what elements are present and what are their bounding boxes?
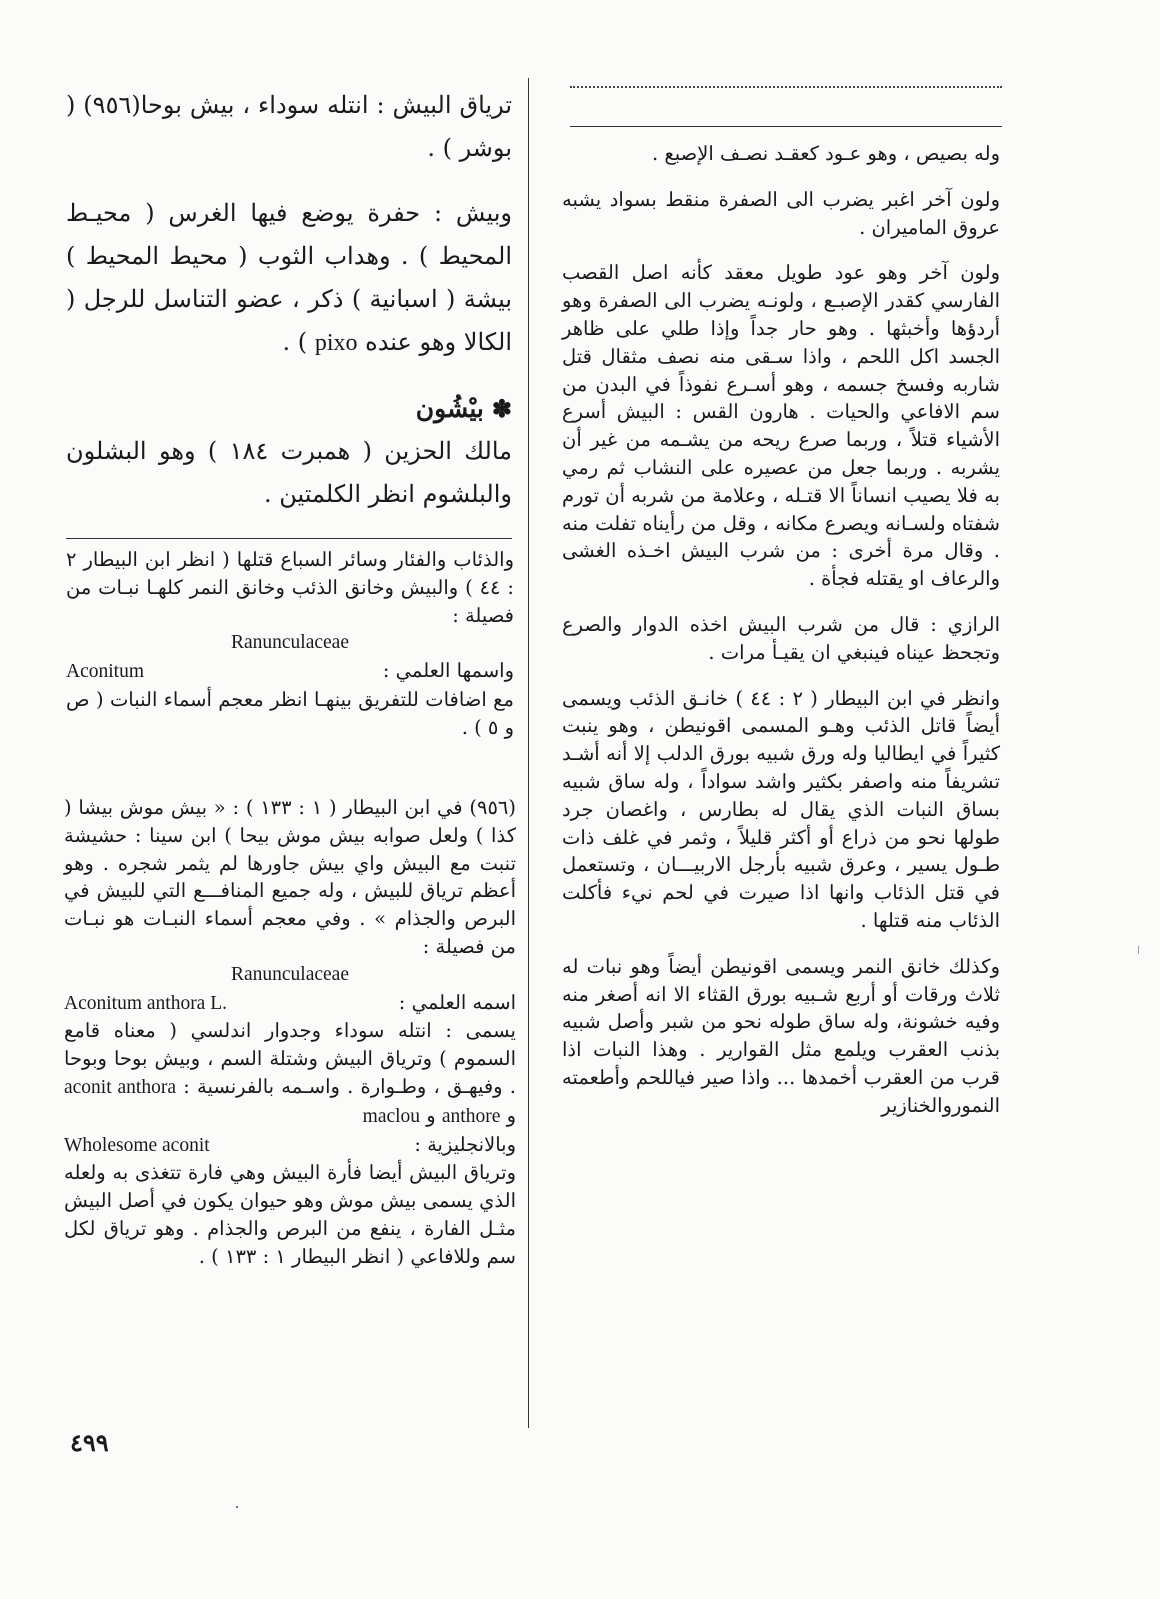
left-paragraph-2-close: ) . [282,328,308,356]
right-paragraph-2: ولون آخر اغبر يضرب الى الصفرة منقط بسواد يشبه عروق الماميران . [562,187,1000,239]
footnote-956-text-b [64,1017,516,1130]
page-number: ٤٩٩ [70,1428,109,1457]
left-paragraph-2-text: وبيش : حفرة يوضع فيها الغرس ( محيـط المحيط ) . وهداب الثوب ( محيط المحيط ) بيشة ( اسبانية ) ذكر ، عضو التناسل للرجل ( الكالا وهو عنده [66,199,512,356]
entry-heading-word: بيْشُون [415,394,484,423]
right-paragraph-3: ولون آخر وهو عود طويل معقد كأنه اصل القصب الفارسي كقدر الإصبـع ، ولونـه يضرب الى الصفرة وهو أردؤها وأخبثها . وهو حار جداً وإذا طلي على ظاهر الجسد اكل اللحم ، واذا سـقى منه نصف مثقال قتل شاربه وفسخ جسمه ، وهو أسـرع نفوذاً في البدن من سم الافاعي والحيات . هارون القس : البيش أسرع الأشياء قتلاً ، وربما صرع ريحه من يشـمه من غير أن يشربه . وربما جعل من عصيره على النشاب ثم رمي به فلا يصيب انساناً الا قتـله ، وعلامة من شربه أن تورم شفتاه ولسـانه ويصرع مكانه ، وقل من رأيناه تفلت منه . وقال مرة أخرى : من شرب البيش اخـذه الغشى والرعاف او يقتله فجأة . [562,261,1000,591]
footnote-956 [64,794,516,1271]
footnote-separator [66,538,512,539]
scan-speck [1138,946,1139,954]
footnote-956-text-c: وترياق البيش أيضا فأرة البيش وهي فارة تتغذى به ولعله الذي يسمى بيش موش وهو حيوان يكون في أصل البيش مثـل الفارة ، ينفع من البرص والجذام . وهو ترياق لكل سم وللافاعي ( انظر البيطار ١ : ١٣٣ ) . [64,1161,516,1268]
left-paragraph-2 [66,192,512,365]
sci-label-2: اسمه العلمي : [398,990,516,1014]
latin-french-1: aconit anthora [64,1076,176,1098]
right-paragraph-4: الرازي : قال من شرب البيش اخذه الدوار والصرع وتجحظ عيناه فينبغي ان يقيـأ مرات . [562,612,1000,664]
scientific-name-row-1 [66,657,514,686]
right-column-rule [570,126,1002,127]
entry-body: مالك الحزين ( همبرت ١٨٤ ) وهو البشلون والبلشوم انظر الكلمتين . [66,437,513,508]
right-paragraph-1: وله بصيص ، وهو عـود كعقـد نصـف الإصبع . [652,142,1000,165]
scan-speck [236,1506,238,1508]
and-word-1: و [506,1103,516,1127]
latin-species: Aconitum anthora L. [64,992,227,1014]
right-paragraph-6: وكذلك خانق النمر ويسمى اقونيطن أيضاً وهو نبات له ثلاث ورقات أو أربع شـبيه بورق القثاء الا انه أصغر منه وفيه خشونة، وله ساق طوله نحو من شبر وأصل شبيه بذنب العقرب ويلمع مثل القوارير . وهذا النبات اذا قرب من العقرب أخمدها ... واذا صير فياللحم وأطعمته النموروالخنازير [562,954,1000,1117]
footnote-cont-text-2: مع اضافات للتفريق بينهـا انظر معجم أسماء النبات ( ص و ٥ ) . [66,687,514,739]
column-divider [528,78,529,1428]
left-paragraph-1: ترياق البيش : انتله سوداء ، بيش بوحا(٩٥٦) ( بوشر ) . [66,91,512,162]
footnote-956-text-a: (٩٥٦) في ابن البيطار ( ١ : ١٣٣ ) : « بيش موش بيشا ( كذا ) ولعل صوابه بيش موش بيحا ) ابن سينا : حشيشة تنبت مع البيش واي بيش جاورها لم يثمر شجره . وهو أعظم ترياق للبيش ، وله جميع المنافـــع التي للبيش في البرص والجذام » . وفي معجم أسماء النبـات هو نبـات من فصيلة : [64,796,516,958]
dotted-rule [570,86,1002,88]
latin-family-1: Ranunculaceae [230,632,349,654]
entry-heading [66,387,512,430]
asterisk-icon: ✽ [491,394,512,423]
latin-english: Wholesome aconit [64,1134,210,1156]
latin-genus: Aconitum [66,661,144,683]
latin-family-2: Ranunculaceae [230,963,349,985]
latin-french-3: maclou [362,1105,421,1127]
sci-label-1: واسمها العلمي : [382,659,514,683]
left-column-main [66,84,512,538]
right-column [562,140,1000,1138]
english-label: وبالانجليزية : [414,1132,516,1156]
footnote-cont-text: والذئاب والفئار وسائر السباع قتلها ( انظر ابن البيطار ٢ : ٤٤ ) والبيش وخانق الذئب وخانق النمر كلهـا نبـات من فصيلة : [66,548,514,627]
latin-french-2: anthore [441,1105,501,1127]
footnote-956-text-b-body: يسمى : انتله سوداء وجدوار اندلسي ( معناه قامع السموم ) وترياق البيش وشتلة السم ، وبيش بوحا وبوحا . وفيهـق ، وطـوارة . واسـمه بالفرنسية : [64,1019,516,1098]
and-word-2: و [426,1103,436,1127]
right-paragraph-5: وانظر في ابن البيطار ( ٢ : ٤٤ ) خانـق الذئب ويسمى أيضاً قاتل الذئب وهـو المسمى اقونيطن ، وهو ينبت كثيراً في ايطاليا وله ورق شبيه بورق الدلب إلا أنه أشـد تشريفاً منه واصفر بكثير واشد سواداً ، وله ساق شبيه بساق النبات الذي يقال له بطارس ، واغصان جرد طولها نحو من ذراع أو أكثر قليلاً ، وثمر في غلف ذات طـول يسير ، وعرق شبيه بأرجل الاربيـــان ، وتستعمل في قتل الذئاب وانها اذا صيرت في لحم نيء فأكلت الذئاب منه قتلها . [562,686,1000,932]
scientific-name-row-2 [64,989,516,1018]
english-name-row [64,1131,516,1160]
footnote-continuation [66,546,514,742]
latin-word-pixo: pixo [314,330,358,356]
